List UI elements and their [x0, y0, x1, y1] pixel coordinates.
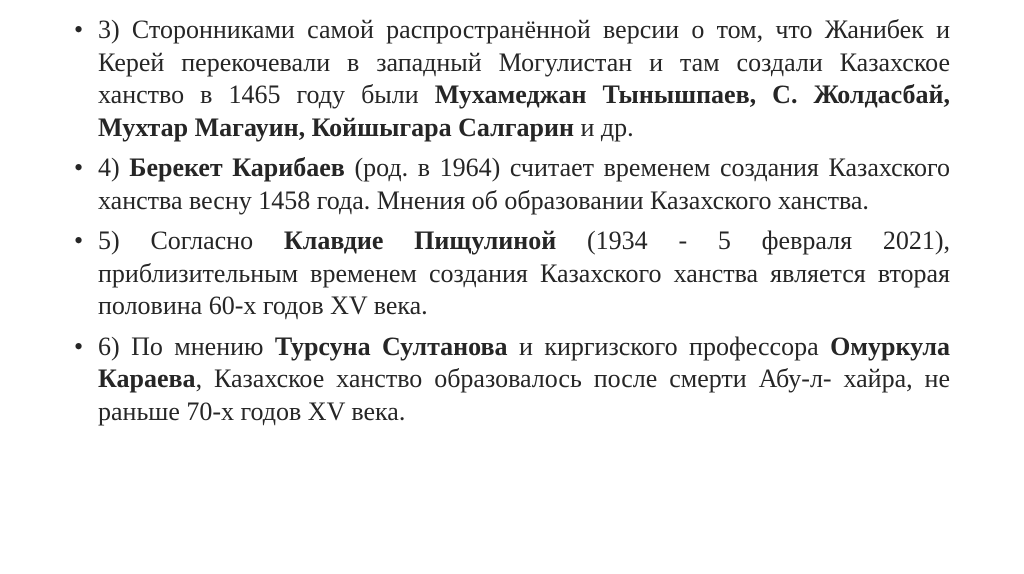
bullet-bold-name: Турсуна Султанова — [274, 331, 508, 361]
bullet-bold-name: Клавдие Пищулиной — [283, 226, 557, 255]
bullet-text: (1934 - 5 февраля 2021), приблизительным временем создания Казахского ханства является вторая половина 60-х годов XV века. — [98, 226, 950, 320]
bullet-text: 5) Согласно — [98, 226, 284, 255]
bullet-bold-names: Мухамеджан Тынышпаев, С. Жолдасбай, Мухтар Магауин, Койшыгара Салгарин — [98, 80, 950, 142]
bullet-text: 3) Сторонниками самой распространённой версии о том, что Жанибек и Керей перекочевали в западный Могулистан и там создали Казахское ханство в 1465 году были — [98, 15, 950, 109]
bullet-list — [70, 14, 950, 436]
bullet-text: 6) По мнению — [98, 331, 275, 361]
bullet-item-6 — [70, 331, 950, 429]
bullet-item-5 — [70, 225, 950, 323]
bullet-bold-name: Омуркула Караева — [98, 331, 951, 393]
bullet-text: 4) — [98, 153, 130, 182]
bullet-text: и киргизского профессора — [507, 331, 831, 361]
bullet-text: и др. — [573, 112, 634, 142]
bullet-item-3 — [70, 14, 950, 144]
bullet-bold-name: Берекет Карибаев — [129, 153, 345, 182]
bullet-text: , Казахское ханство образовалось после смерти Абу-л- хайра, не раньше 70-х годов XV века. — [98, 364, 950, 426]
bullet-text: (род. в 1964) считает временем создания Казахского ханства весну 1458 года. Мнения об образовании Казахского ханства. — [98, 153, 950, 215]
bullet-item-4 — [70, 152, 950, 217]
